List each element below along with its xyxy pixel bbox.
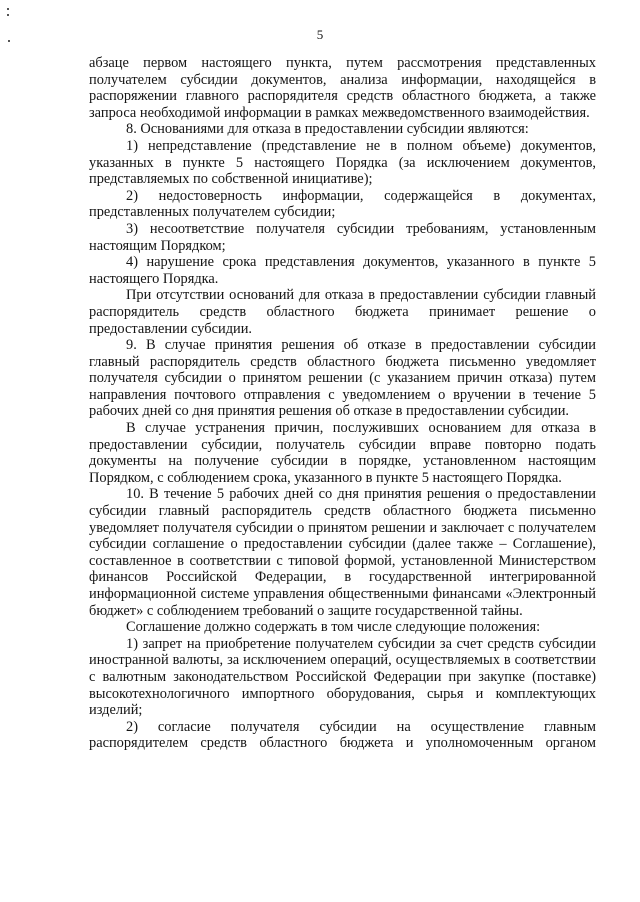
- paragraph: 8. Основаниями для отказа в предоставлении субсидии являются:: [126, 121, 529, 138]
- paragraph: 3) несоответствие получателя субсидии требованиям, установленным настоящим Порядком;: [89, 220, 596, 254]
- paragraph: 4) нарушение срока представления документов, указанного в пункте 5 настоящего Порядка.: [89, 254, 596, 287]
- paragraph: 2) согласие получателя субсидии на осуществление главным распорядителем средств областного бюджета и уполномоченным органом: [89, 718, 596, 752]
- scan-artifact: [7, 14, 9, 16]
- paragraph: 2) недостоверность информации, содержащейся в документах, представленных получателем субсидии;: [89, 187, 596, 221]
- paragraph: 10. В течение 5 рабочих дней со дня принятия решения о предоставлении субсидии главный распорядитель средств областного бюджета письменно уведомляет получателя субсидии о принятом решении и заключает с получателем субсидии соглашение о предоставлении субсидии (далее также – Соглашение), составленное в соответствии с типовой формой, установленной Министерством финансов Российской Федерации, в государственной интегрированной информационной системе управления общественными финансами «Электронный бюджет» с соблюдением требований о защите государственной тайны.: [89, 486, 596, 619]
- paragraph: В случае устранения причин, послуживших основанием для отказа в предоставлении субсидии, получатель субсидии вправе повторно подать документы на получение субсидии в порядке, установленном настоящим Порядком, с соблюдением срока, указанного в пункте 5 настоящего Порядка.: [89, 420, 596, 486]
- paragraph: 1) непредставление (представление не в полном объеме) документов, указанных в пункте 5 настоящего Порядка (за исключением документов, представляемых по собственной инициативе);: [89, 137, 596, 188]
- paragraph: 9. В случае принятия решения об отказе в предоставлении субсидии главный распорядитель средств областного бюджета письменно уведомляет получателя субсидии о принятом решении (с указанием причин отказа) путем направления почтового отправления с уведомлением о вручении в течение 5 рабочих дней со дня принятия решения об отказе в предоставлении субсидии.: [89, 337, 596, 420]
- scan-artifact: [7, 8, 9, 10]
- document-body: [89, 55, 596, 752]
- paragraph: абзаце первом настоящего пункта, путем рассмотрения представленных получателем субсидии документов, анализа информации, находящейся в распоряжении главного распорядителя средств областного бюджета, а также запроса необходимой информации в рамках межведомственного взаимодействия.: [89, 55, 596, 121]
- paragraph: Соглашение должно содержать в том числе следующие положения:: [126, 619, 541, 636]
- paragraph: 1) запрет на приобретение получателем субсидии за счет средств субсидии иностранной валюты, за исключением операций, осуществляемых в соответствии с валютным законодательством Российской Федерации при закупке (поставке) высокотехнологичного импортного оборудования, сырья и комплектующих изделий;: [89, 635, 596, 719]
- page-number: 5: [316, 27, 324, 42]
- paragraph: При отсутствии оснований для отказа в предоставлении субсидии главный распорядитель средств областного бюджета принимает решение о предоставлении субсидии.: [89, 287, 596, 337]
